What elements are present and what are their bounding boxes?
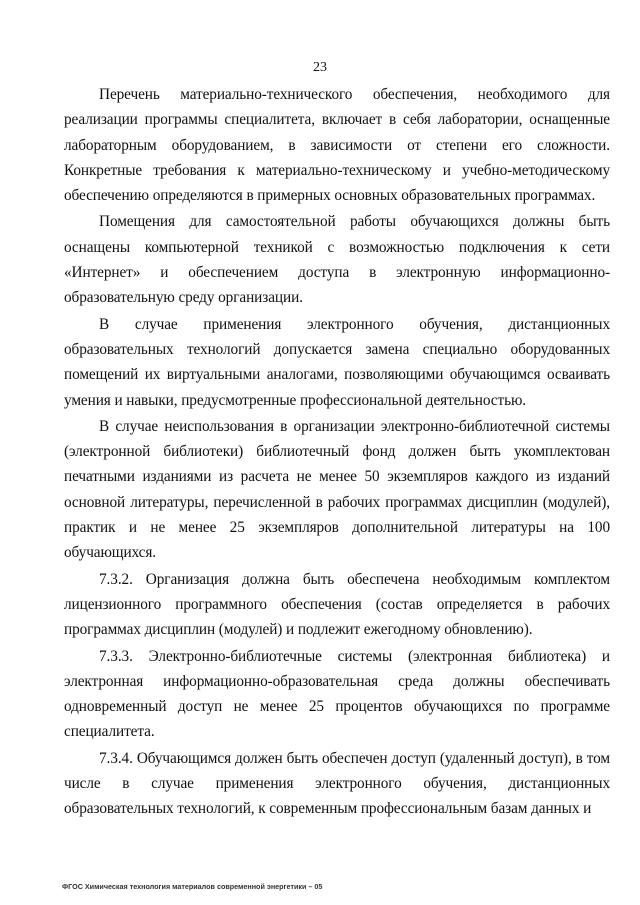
paragraph-7-3-3: 7.3.3. Электронно-библиотечные системы (электронная библиотека) и электронная информационно-образовательная среда должны обеспечивать одновременный доступ не менее 25 процентов обучающихся по программе специалитета.: [64, 647, 610, 741]
paragraph-7-3-2: 7.3.2. Организация должна быть обеспечена необходимым комплектом лицензионного программного обеспечения (состав определяется в рабочих программах дисциплин (модулей) и подлежит ежегодному обновлению).: [64, 570, 610, 639]
page-number: 23: [313, 60, 327, 75]
page-footer: ФГОС Химическая технология материалов современной энергетики – 05: [62, 882, 323, 891]
paragraph-library-fund: В случае неиспользования в организации электронно-библиотечной системы (электронной библиотеки) библиотечный фонд должен быть укомплектован печатными изданиями из расчета не менее 50 экземпляров каждого из изданий основной литературы, перечисленной в рабочих программах дисциплин (модулей), практик и не менее 25 экземпляров дополнительной литературы на 100 обучающихся.: [64, 417, 610, 562]
document-body: [64, 82, 610, 823]
paragraph-7-3-4: 7.3.4. Обучающимся должен быть обеспечен доступ (удаленный доступ), в том числе в случае применения электронного обучения, дистанционных образовательных технологий, к современным профессиональным базам данных и: [64, 749, 610, 818]
paragraph-self-study-rooms: Помещения для самостоятельной работы обучающихся должны быть оснащены компьютерной техникой с возможностью подключения к сети «Интернет» и обеспечением доступа в электронную информационно-образовательную среду организации.: [64, 213, 610, 307]
paragraph-e-learning: В случае применения электронного обучения, дистанционных образовательных технологий допускается замена специально оборудованных помещений их виртуальными аналогами, позволяющими обучающимся осваивать умения и навыки, предусмотренные профессиональной деятельностью.: [64, 315, 610, 409]
paragraph-equipment-list: Перечень материально-технического обеспечения, необходимого для реализации программы специалитета, включает в себя лаборатории, оснащенные лабораторным оборудованием, в зависимости от степени его сложности. Конкретные требования к материально-техническому и учебно-методическому обеспечению определяются в примерных основных образовательных программах.: [64, 86, 610, 205]
